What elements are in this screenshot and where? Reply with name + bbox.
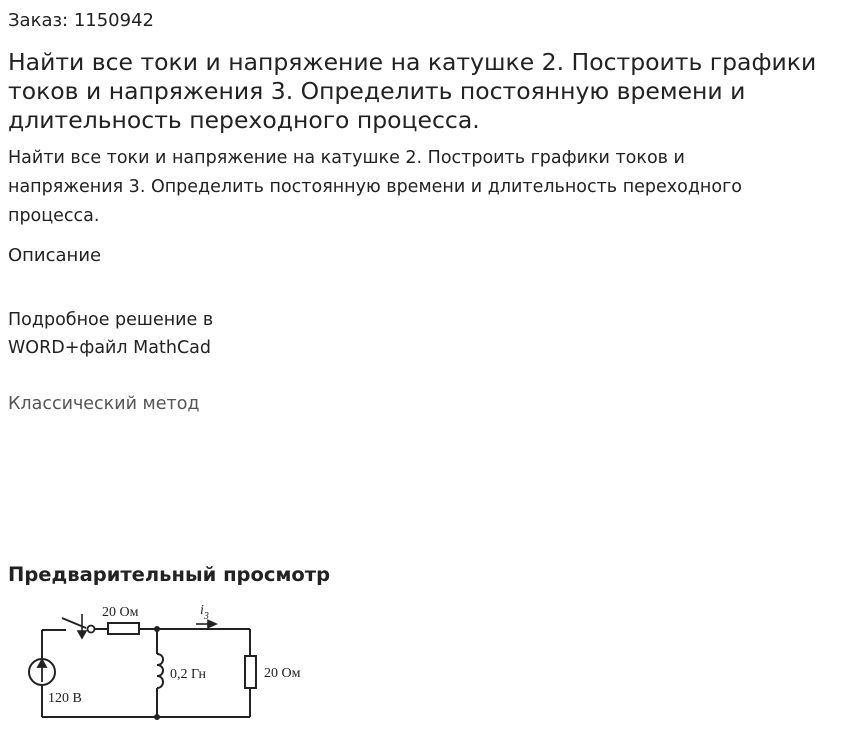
description-section-label: Описание [8,245,102,266]
inductor-label: 0,2 Гн [170,667,207,682]
description-line: Найти все токи и напряжение на катушке 2. Построить графики токов и [8,148,685,168]
title-line: токов и напряжения 3. Определить постоянную времени и [8,77,746,105]
details-line: WORD+файл MathCad [8,338,212,358]
resistor-1-label: 20 Ом [102,605,139,620]
description-line: напряжения 3. Определить постоянную времени и длительность переходного [8,177,742,197]
junction-dot [154,714,160,720]
preview-heading: Предварительный просмотр [8,563,331,586]
current-subscript: 3 [203,611,209,622]
resistor-1 [108,623,139,634]
inductor-coil [157,654,163,688]
order-number: Заказ: 1150942 [8,10,154,31]
source-label: 120 В [48,691,82,706]
solution-details [8,306,213,362]
resistor-2 [245,656,256,688]
current-symbol: i [200,603,204,618]
title-line: длительность переходного процесса. [8,106,480,134]
resistor-2-label: 20 Ом [264,666,301,681]
details-line: Подробное решение в [8,310,214,330]
description-line: процесса. [8,206,100,226]
current-label [200,603,209,622]
method-label: Классический метод [8,394,200,414]
circuit-diagram [0,596,340,730]
page-title [8,48,843,135]
switch-contact [88,626,95,633]
junction-dot [154,626,160,632]
title-line: Найти все токи и напряжение на катушке 2. Построить графики [8,48,817,76]
task-description [8,144,843,231]
